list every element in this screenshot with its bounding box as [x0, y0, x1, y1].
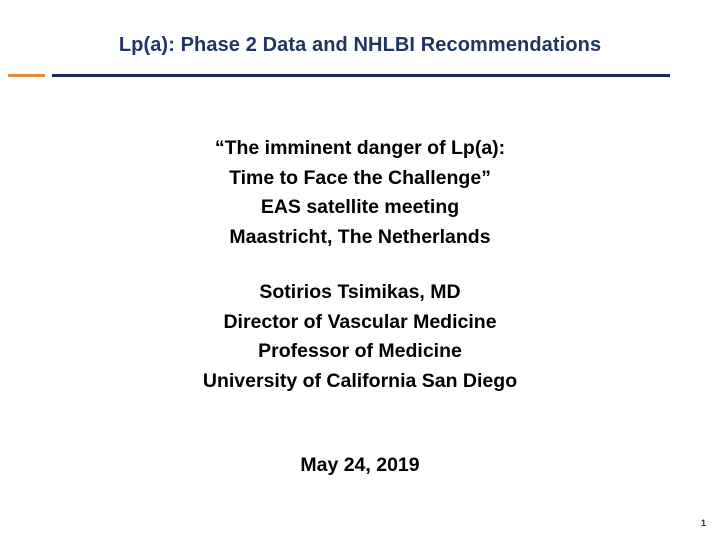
- meeting-line: “The imminent danger of Lp(a):: [214, 137, 506, 159]
- date-block: [0, 451, 720, 481]
- meeting-info: [0, 134, 720, 252]
- presentation-date: May 24, 2019: [300, 454, 420, 476]
- meeting-line: Maastricht, The Netherlands: [229, 225, 491, 248]
- accent-rule: [8, 74, 45, 77]
- page-number: 1: [700, 518, 706, 528]
- slide-title: Lp(a): Phase 2 Data and NHLBI Recommendations: [118, 34, 602, 56]
- speaker-line: University of California San Diego: [202, 369, 518, 392]
- speaker-line: Professor of Medicine: [258, 340, 462, 362]
- speaker-line: Director of Vascular Medicine: [223, 310, 497, 333]
- meeting-line: EAS satellite meeting: [260, 196, 460, 218]
- meeting-line: Time to Face the Challenge”: [229, 166, 491, 189]
- speaker-line: Sotirios Tsimikas, MD: [259, 281, 461, 303]
- speaker-info: [0, 278, 720, 396]
- title-underline: [52, 74, 670, 77]
